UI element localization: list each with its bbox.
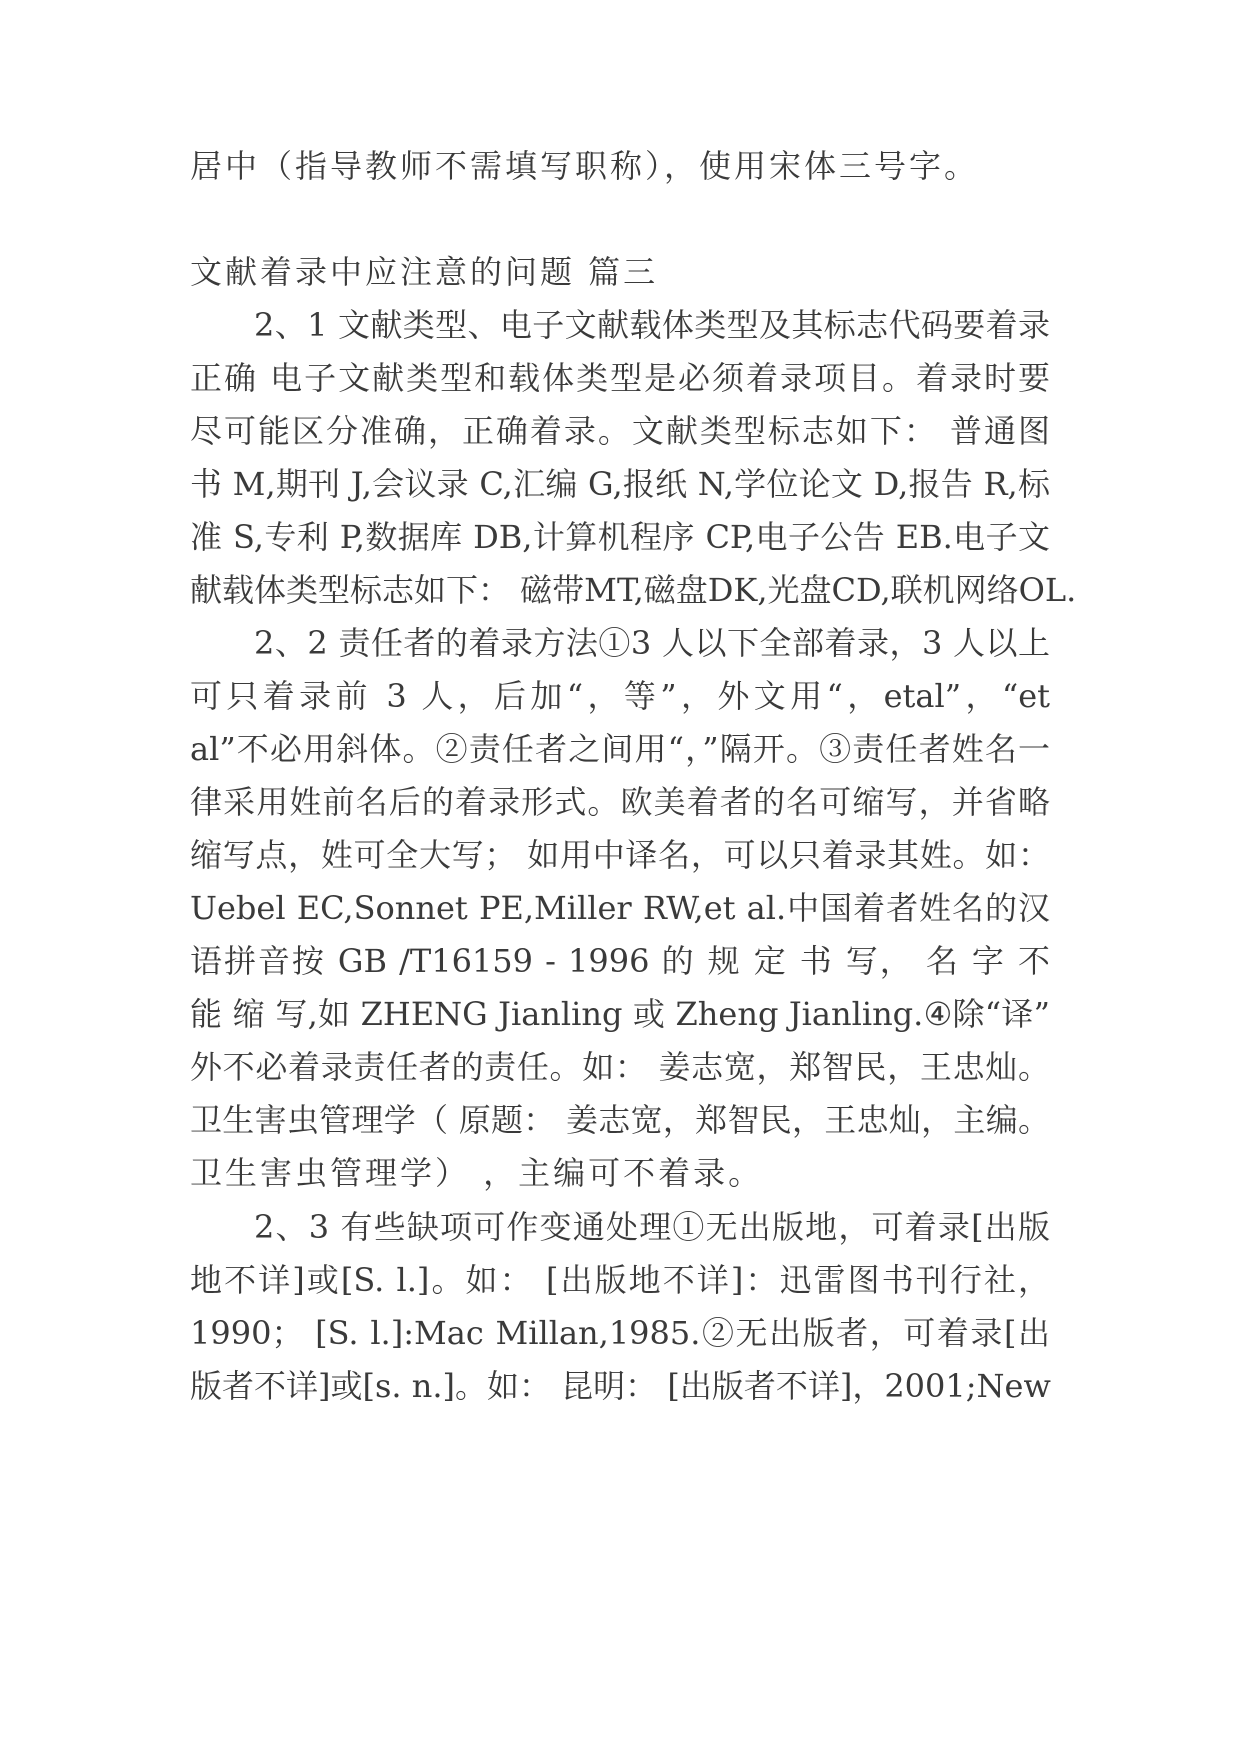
document-page	[190, 0, 1077, 1754]
paragraph-line: 卫生害虫管理学） ，主编可不着录。	[190, 1154, 764, 1192]
paragraph-line: 2、1 文献类型、电子文献载体类型及其标志代码要着录	[254, 306, 1050, 344]
paragraph-line: 准 S,专利 P,数据库 DB,计算机程序 CP,电子公告 EB.电子文	[190, 518, 1050, 556]
paragraph-line: 尽可能区分准确，正确着录。文献类型标志如下： 普通图	[190, 412, 1050, 450]
section-title: 文献着录中应注意的问题 篇三	[190, 253, 659, 291]
paragraph-line: Uebel EC,Sonnet PE,Miller RW,et al.中国着者姓名的汉	[190, 889, 1050, 927]
paragraph-line: 正确 电子文献类型和载体类型是必须着录项目。着录时要	[190, 359, 1050, 397]
paragraph-line: 律采用姓前名后的着录形式。欧美着者的名可缩写，并省略	[190, 783, 1050, 821]
document-text-line: 居中（指导教师不需填写职称），使用宋体三号字。	[190, 147, 980, 185]
paragraph-line: al”不必用斜体。②责任者之间用“，”隔开。③责任者姓名一	[190, 730, 1050, 768]
paragraph-line: 卫生害虫管理学（ 原题： 姜志宽，郑智民，王忠灿，主编。	[190, 1101, 1050, 1139]
paragraph-line: 2、2 责任者的着录方法①3 人以下全部着录，3 人以上	[254, 624, 1050, 662]
paragraph-line: 可只着录前 3 人，后加“，等”，外文用“，etal”，“et	[190, 677, 1050, 715]
paragraph-line: 1990； [S. l.]:Mac Millan,1985.②无出版者，可着录[出	[190, 1314, 1050, 1352]
paragraph-line: 版者不详]或[s. n.]。如： 昆明： [出版者不详]，2001;New	[190, 1367, 1051, 1405]
paragraph-line: 缩写点，姓可全大写； 如用中译名，可以只着录其姓。如：	[190, 836, 1050, 874]
paragraph-line: 能 缩 写,如 ZHENG Jianling 或 Zheng Jianling.④除“译”	[190, 995, 1050, 1033]
paragraph-line: 书 M,期刊 J,会议录 C,汇编 G,报纸 N,学位论文 D,报告 R,标	[190, 465, 1050, 503]
paragraph-line: 地不详]或[S. l.]。如： [出版地不详]：迅雷图书刊行社，	[190, 1261, 1050, 1299]
paragraph-line: 语拼音按 GB /T16159 - 1996 的 规 定 书 写， 名 字 不	[190, 942, 1050, 980]
paragraph-line: 2、3 有些缺项可作变通处理①无出版地，可着录[出版	[254, 1208, 1050, 1246]
paragraph-line: 外不必着录责任者的责任。如： 姜志宽，郑智民，王忠灿。	[190, 1048, 1050, 1086]
paragraph-line: 献载体类型标志如下： 磁带MT,磁盘DK,光盘CD,联机网络OL.	[190, 571, 1077, 609]
